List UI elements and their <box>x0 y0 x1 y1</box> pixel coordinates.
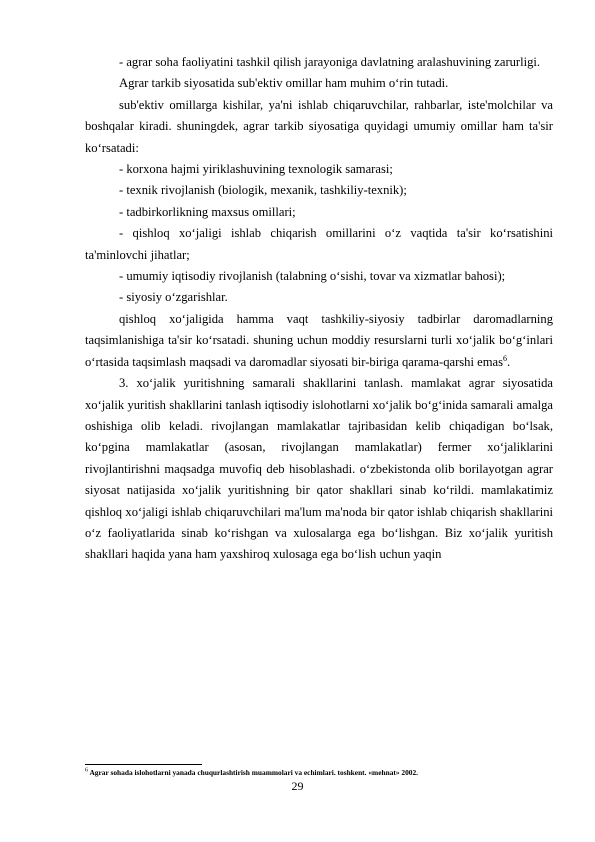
list-item: - siyosiy o‘zgarishlar. <box>119 290 228 305</box>
paragraph-tail: . <box>507 354 511 369</box>
document-body <box>85 52 553 566</box>
footnote-reference[interactable]: 6 <box>503 353 508 363</box>
footnote-mark: 6 <box>85 767 88 774</box>
list-item: - umumiy iqtisodiy rivojlanish (talabning o‘sishi, tovar va xizmatlar bahosi); <box>119 269 506 284</box>
footnote <box>85 768 555 778</box>
list-item: - qishloq xo‘jaligi ishlab chiqarish omillarini o‘z vaqtida ta'sir ko‘rsatishini ta'minlovchi jihatlar; <box>85 226 553 262</box>
paragraph: Agrar tarkib siyosatida sub'ektiv omillar ham muhim o‘rin tutadi. <box>119 76 449 91</box>
list-item: - tadbirkorlikning maxsus omillari; <box>119 204 296 219</box>
footnote-separator <box>85 764 202 765</box>
list-item: - korxona hajmi yiriklashuvining texnologik samarasi; <box>119 162 393 177</box>
page-number: 29 <box>291 779 304 793</box>
paragraph: 3. xo‘jalik yuritishning samarali shakllarini tanlash. mamlakat agrar siyosatida xo‘jalik yuritish shakllarini tanlash iqtisodiy islohotlarni xo‘jalik bo‘g‘inida samarali amalga oshishiga olib keladi. rivojlangan mamlakatlar tajribasidan kelib chiqadigan bo‘lsak, ko‘pgina mamlakatlar (asosan, rivojlangan mamlakatlar) fermer xo‘jaliklarini rivojlantirishni maqsadga muvofiq deb hisoblashadi. o‘zbekistonda olib borilayotgan agrar siyosat natijasida xo‘jalik yuritishning bir qator shakllari sinab ko‘rildi. mamlakatimiz qishloq xo‘jaligi ishlab chiqaruvchilari ma'lum ma'noda bir qator ishlab chiqarish shakllarini o‘z faoliyatlarida sinab ko‘rishgan va xulosalarga ega bo‘lishgan. Biz xo‘jalik yuritish shakllari haqida yana ham yaxshiroq xulosaga ega bo‘lish uchun yaqin <box>85 376 553 562</box>
paragraph-with-footnote <box>85 309 553 373</box>
footnote-text: Agrar sohada islohotlarni yanada chuqurlashtirish muammolari va echimlari. toshkent. «mehnat» 2002. <box>89 768 419 777</box>
list-item: - texnik rivojlanish (biologik, mexanik, tashkiliy-texnik); <box>119 183 407 198</box>
paragraph: sub'ektiv omillarga kishilar, ya'ni ishlab chiqaruvchilar, rahbarlar, iste'molchilar va boshqalar kiradi. shuningdek, agrar tarkib siyosatiga quyidagi umumiy omillar ham ta'sir ko‘rsatadi: <box>85 97 553 155</box>
paragraph: - agrar soha faoliyatini tashkil qilish jarayoniga davlatning aralashuvining zarurligi. <box>119 55 541 69</box>
paragraph-text: qishloq xo‘jaligida hamma vaqt tashkiliy-siyosiy tadbirlar daromadlarning taqsimlanishiga ta'sir ko‘rsatadi. shuning uchun moddiy resurslarni turli xo‘jalik bo‘g‘inlari o‘rtasida taqsimlash maqsadi va daromadlar siyosati bir-biriga qarama-qarshi emas <box>85 311 553 369</box>
